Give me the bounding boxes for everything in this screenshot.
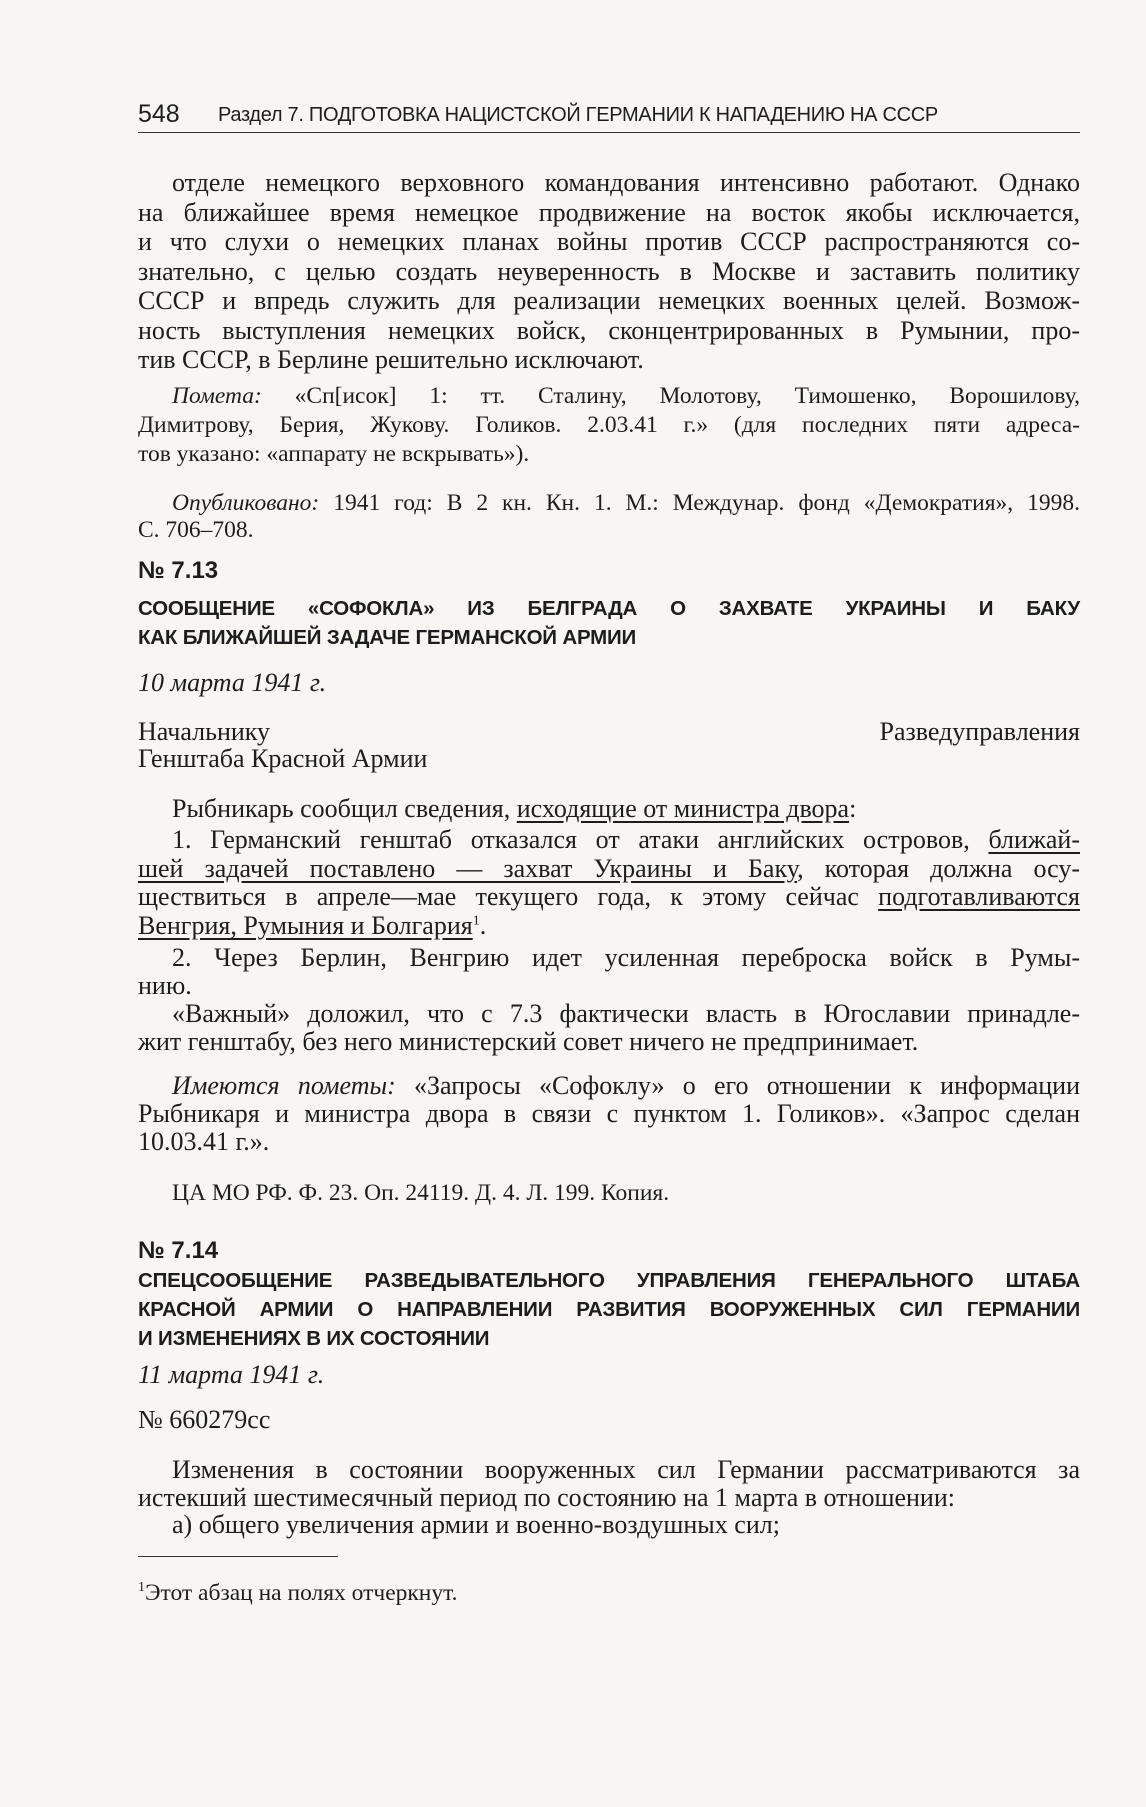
document-number — [138, 1236, 1080, 1266]
text-segment: 11 марта 1941 г. — [138, 1360, 325, 1389]
paragraph — [138, 1000, 1080, 1056]
text-line — [138, 1178, 1080, 1208]
text-line — [138, 1072, 1080, 1100]
paragraph — [138, 826, 1080, 940]
paragraph-continuation — [138, 168, 1080, 375]
text-line — [138, 286, 1080, 316]
text-segment: С. 706–708. — [138, 517, 254, 543]
paragraph — [138, 944, 1080, 1000]
text-line — [138, 1100, 1080, 1128]
text-segment: Рыбникарь сообщил сведения, — [172, 794, 517, 823]
text-line — [138, 517, 1080, 544]
text-line — [138, 490, 1080, 517]
text-line — [138, 668, 1080, 698]
footnote-divider — [138, 1556, 338, 1557]
text-line — [138, 1510, 1080, 1540]
addressee — [138, 718, 1080, 772]
text-line — [138, 745, 1080, 772]
publication-note — [138, 490, 1080, 544]
text-segment: . — [479, 910, 487, 940]
text-segment: КРАСНОЙ АРМИИ О НАПРАВЛЕНИИ РАЗВИТИЯ ВООРУЖЕННЫХ СИЛ ГЕРМАНИИ — [138, 1298, 1080, 1321]
text-line — [138, 168, 1080, 198]
text-segment: знательно, с целью создать неуверенность в Москве и заставить политику — [138, 256, 1080, 286]
text-segment: ЦА МО РФ. Ф. 23. Оп. 24119. Д. 4. Л. 199. Копия. — [172, 1180, 670, 1206]
text-line — [138, 1484, 1080, 1512]
document-date — [138, 1360, 1080, 1390]
text-segment: истекший шестимесячный период по состоянию на 1 марта в отношении: — [138, 1482, 955, 1512]
document-heading — [138, 1266, 1080, 1353]
text-segment: Изменения в состоянии вооруженных сил Германии рассматриваются за — [172, 1455, 1080, 1484]
text-line — [138, 794, 1080, 824]
paragraph — [138, 794, 1080, 824]
text-segment: отделе немецкого верховного командования интенсивно работают. Однако — [172, 168, 1080, 197]
text-segment: ность выступления немецких войск, сконцентрированных в Румынии, про- — [138, 315, 1080, 345]
text-segment: СССР и впредь служить для реализации немецких военных целей. Возмож- — [138, 286, 1080, 315]
section-title: Раздел 7. ПОДГОТОВКА НАЦИСТСКОЙ ГЕРМАНИИ К НАПАДЕНИЮ НА СССР — [218, 104, 938, 126]
document-number — [138, 556, 1080, 586]
text-segment: на ближайшее время немецкое продвижение на восток якобы исключается, — [138, 197, 1080, 227]
text-segment: тив СССР, в Берлине решительно исключают. — [138, 345, 644, 374]
footnote — [138, 1578, 1080, 1608]
text-segment: тов указано: «аппарату не вскрывать»). — [138, 441, 530, 467]
paragraph — [138, 1456, 1080, 1511]
text-segment: «Запросы «Софоклу» о его отношении к информации — [395, 1071, 1080, 1100]
text-segment: , которая должна осу- — [797, 853, 1080, 883]
page-number: 548 — [138, 100, 180, 128]
text-segment: 1. Германский генштаб отказался от атаки английских островов, — [172, 825, 989, 854]
text-line — [138, 944, 1080, 972]
running-header — [138, 98, 1080, 133]
text-segment: № 660279сс — [138, 1405, 271, 1434]
text-segment: «Важный» доложил, что с 7.3 фактически власть в Югославии принадле- — [172, 999, 1080, 1028]
text-line — [138, 1405, 1080, 1435]
text-line — [138, 855, 1080, 884]
text-segment: и что слухи о немецких планах войны против СССР распространяются со- — [138, 227, 1080, 256]
text-line — [138, 257, 1080, 287]
text-line — [138, 198, 1080, 228]
text-line — [138, 1360, 1080, 1390]
underlined-text: шей задачей поставлено — захват Украины и Баку — [138, 853, 798, 883]
text-line — [138, 912, 1080, 941]
text-segment: 10.03.41 г.». — [138, 1127, 270, 1156]
text-segment: СООБЩЕНИЕ «СОФОКЛА» ИЗ БЕЛГРАДА О ЗАХВАТЕ УКРАИНЫ И БАКУ — [138, 597, 1080, 620]
text-line — [138, 594, 1080, 623]
text-line — [138, 1578, 1080, 1608]
annotation-note — [138, 1072, 1080, 1156]
text-segment: Этот абзац на полях отчеркнут. — [145, 1580, 458, 1606]
text-segment: жит генштабу, без него министерский совет ничего не предпринимает. — [138, 1027, 919, 1056]
text-line — [138, 1128, 1080, 1156]
registration-number — [138, 1405, 1080, 1435]
text-segment: СПЕЦСООБЩЕНИЕ РАЗВЕДЫВАТЕЛЬНОГО УПРАВЛЕНИЯ ГЕНЕРАЛЬНОГО ШТАБА — [138, 1269, 1080, 1292]
text-line — [138, 972, 1080, 1000]
text-segment: Имеются пометы: — [172, 1071, 396, 1100]
document-heading — [138, 594, 1080, 652]
text-segment: Генштаба Красной Армии — [138, 744, 428, 773]
text-line — [138, 227, 1080, 257]
text-line — [138, 345, 1080, 375]
text-line — [138, 1000, 1080, 1028]
text-segment: нию. — [138, 971, 192, 1000]
text-line — [138, 1236, 1080, 1266]
text-segment: 2. Через Берлин, Венгрию идет усиленная переброска войск в Румы- — [172, 943, 1080, 972]
text-line — [138, 440, 1080, 469]
text-segment: Рыбникаря и министра двора в связи с пунктом 1. Голиков». «Запрос сделан — [138, 1099, 1080, 1128]
text-segment: 1941 год: В 2 кн. Кн. 1. М.: Междунар. фонд «Демократия», 1998. — [319, 490, 1080, 516]
text-line — [138, 1324, 1080, 1353]
underlined-text: исходящие от министра двора — [516, 794, 850, 823]
text-segment: а) общего увеличения армии и военно-воздушных сил; — [172, 1510, 780, 1539]
text-line — [138, 1295, 1080, 1324]
text-segment: № 7.14 — [138, 1237, 219, 1264]
underlined-text: подготавливаются — [878, 882, 1080, 911]
text-line — [138, 826, 1080, 855]
text-segment: Димитрову, Берия, Жукову. Голиков. 2.03.41 г.» (для последних пяти адреса- — [138, 412, 1080, 438]
text-segment: Помета: — [172, 383, 262, 409]
text-line — [138, 1028, 1080, 1056]
text-segment: : — [849, 794, 857, 823]
text-line — [138, 623, 1080, 652]
archive-reference — [138, 1178, 1080, 1208]
document-date — [138, 668, 1080, 698]
text-segment: Начальнику Разведуправления — [138, 717, 1080, 746]
text-segment: КАК БЛИЖАЙШЕЙ ЗАДАЧЕ ГЕРМАНСКОЙ АРМИИ — [138, 626, 637, 649]
text-line — [138, 883, 1080, 912]
text-segment: ществиться в апреле—мае текущего года, к этому сейчас — [138, 882, 879, 911]
underlined-text: Венгрия, Румыния и Болгария — [138, 910, 473, 940]
footnote-marker: 1 — [472, 912, 480, 928]
text-line — [138, 1456, 1080, 1484]
text-segment: И ИЗМЕНЕНИЯХ В ИХ СОСТОЯНИИ — [138, 1327, 490, 1350]
text-line — [138, 411, 1080, 440]
text-segment: 10 марта 1941 г. — [138, 668, 327, 697]
text-line — [138, 718, 1080, 745]
text-line — [138, 382, 1080, 411]
text-line — [138, 316, 1080, 346]
text-segment: № 7.13 — [138, 557, 219, 584]
footnote-marker: 1 — [138, 1580, 145, 1596]
text-line — [138, 556, 1080, 586]
paragraph — [138, 1510, 1080, 1540]
annotation-note — [138, 382, 1080, 469]
text-line — [138, 1266, 1080, 1295]
underlined-text: ближай- — [988, 825, 1080, 854]
text-segment: Опубликовано: — [172, 490, 320, 516]
text-segment: «Сп[исок] 1: тт. Сталину, Молотову, Тимошенко, Ворошилову, — [261, 383, 1080, 409]
